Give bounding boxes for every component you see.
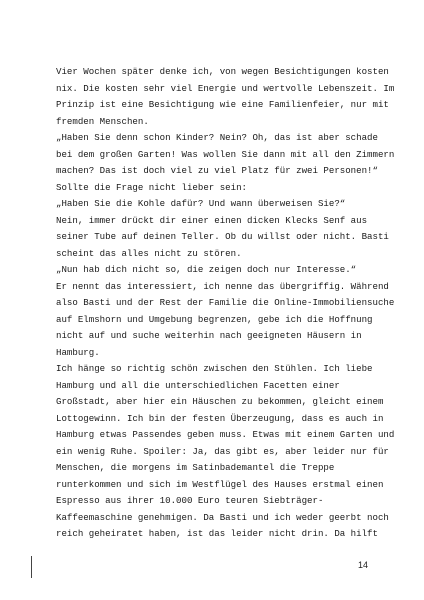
text-line: Hamburg etwas Passendes geben muss. Etwas mit einem Garten und bbox=[56, 429, 395, 440]
text-line: runterkommen und sich im Westflügel des Hauses erstmal einen bbox=[56, 478, 384, 490]
text-line: fremden Menschen. bbox=[56, 115, 149, 127]
text-line: „Haben Sie die Kohle dafür? Und wann überweisen Sie?“ bbox=[56, 198, 346, 209]
body-text bbox=[56, 64, 395, 543]
text-line: Vier Wochen später denke ich, von wegen Besichtigungen kosten bbox=[56, 66, 389, 77]
text-line: scheint das alles nicht zu stören. bbox=[56, 247, 242, 259]
text-line: bei dem großen Garten! Was wollen Sie dann mit all den Zimmern bbox=[56, 148, 395, 160]
text-line: Kaffeemaschine genehmigen. Da Basti und ich weder geerbt noch bbox=[56, 511, 389, 523]
text-line: Großstadt, aber hier ein Häuschen zu bekommen, gleicht einem bbox=[56, 396, 384, 407]
text-line: auf Elmshorn und Umgebung begrenzen, gebe ich die Hoffnung bbox=[56, 313, 373, 325]
text-line: „Nun hab dich nicht so, die zeigen doch nur Interesse.“ bbox=[56, 264, 357, 275]
text-line: Espresso aus ihrer 10.000 Euro teuren Siebträger- bbox=[56, 495, 324, 506]
margin-rule bbox=[31, 556, 32, 578]
text-line: seiner Tube auf deinen Teller. Ob du willst oder nicht. Basti bbox=[56, 231, 389, 242]
text-line: nicht auf und suche weiterhin nach geeigneten Häusern in bbox=[56, 330, 362, 341]
text-line: Hamburg und all die unterschiedlichen Facetten einer bbox=[56, 379, 340, 391]
text-line: ein wenig Ruhe. Spoiler: Ja, das gibt es, aber leider nur für bbox=[56, 445, 389, 457]
text-line: Er nennt das interessiert, ich nenne das übergriffig. Während bbox=[56, 280, 389, 292]
page-number: 14 bbox=[358, 560, 369, 570]
text-line: nix. Die kosten sehr viel Energie und wertvolle Lebenszeit. Im bbox=[56, 82, 395, 94]
text-line: Hamburg. bbox=[56, 346, 100, 358]
text-line: Lottogewinn. Ich bin der festen Überzeugung, dass es auch in bbox=[56, 412, 384, 424]
text-line: Sollte die Frage nicht lieber sein: bbox=[56, 181, 247, 193]
text-line: reich geheiratet haben, ist das leider nicht drin. Da hilft bbox=[56, 528, 378, 539]
text-line: machen? Das ist doch viel zu viel Platz für zwei Personen!“ bbox=[56, 165, 378, 176]
text-line: Menschen, die morgens im Satinbademantel die Treppe bbox=[56, 462, 335, 473]
text-line: Nein, immer drückt dir einer einen dicken Klecks Senf aus bbox=[56, 214, 368, 226]
text-line: also Basti und der Rest der Familie die Online-Immobiliensuche bbox=[56, 297, 395, 308]
text-line: Prinzip ist eine Besichtigung wie eine Familienfeier, nur mit bbox=[56, 99, 389, 110]
text-line: Ich hänge so richtig schön zwischen den Stühlen. Ich liebe bbox=[56, 363, 373, 374]
text-line: „Haben Sie denn schon Kinder? Nein? Oh, das ist aber schade bbox=[56, 132, 378, 143]
